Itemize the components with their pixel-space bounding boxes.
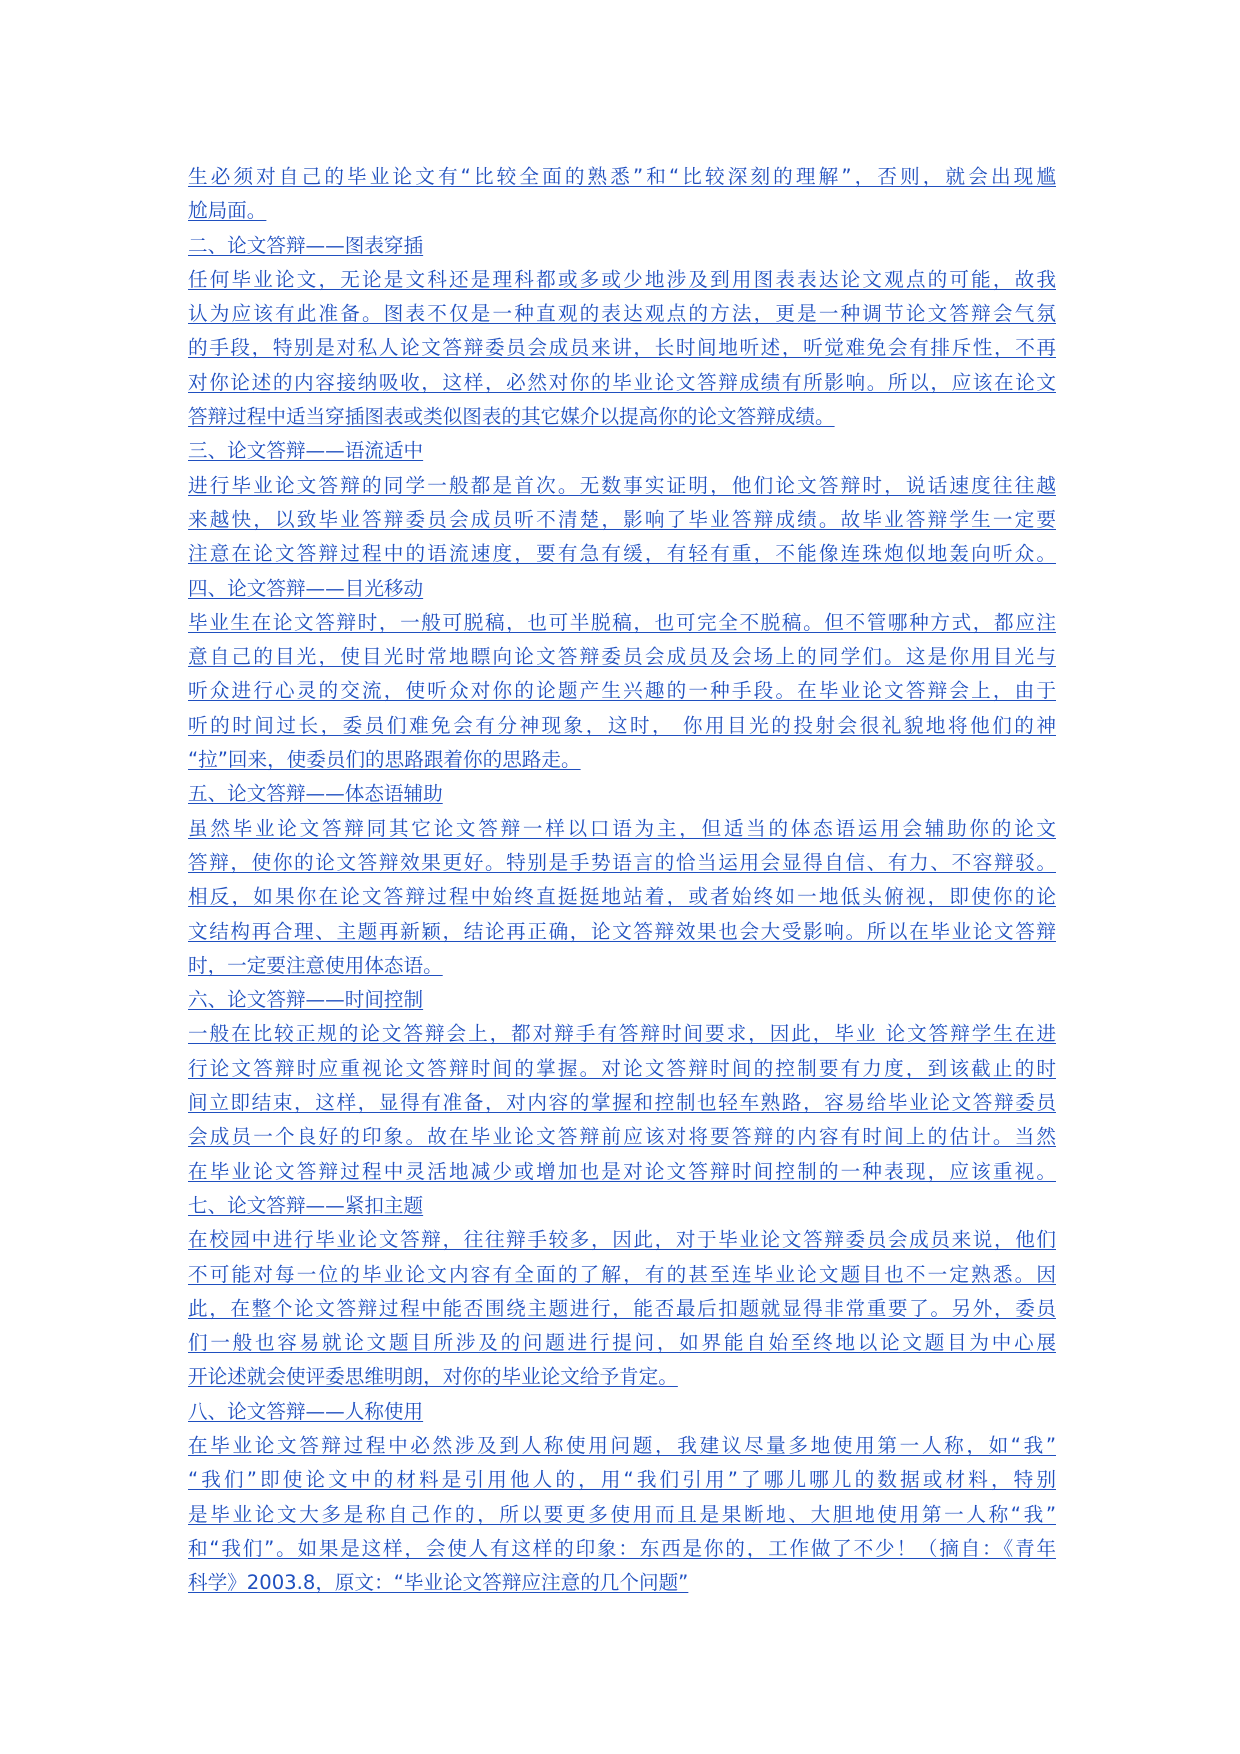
paragraph-line-text: 和“我们”。如果是这样，会使人有这样的印象：东西是你的，工作做了不少！（摘自：《青年 (188, 1536, 1056, 1560)
paragraph-line-text: 尬局面。 (188, 199, 267, 223)
section-heading-text: 五、论文答辩——体态语辅助 (188, 782, 443, 806)
section-heading-text: 三、论文答辩——语流适中 (188, 439, 424, 463)
paragraph-line-text: 生必须对自己的毕业论文有“比较全面的熟悉”和“比较深刻的理解”，否则，就会出现尴 (188, 165, 1056, 188)
paragraph-line-text: 来越快，以致毕业答辩委员会成员听不清楚，影响了毕业答辩成绩。故毕业答辩学生一定要 (188, 507, 1056, 531)
section-heading-link[interactable] (188, 777, 1056, 811)
paragraph-line-text: 在毕业论文答辩过程中灵活地减少或增加也是对论文答辩时间控制的一种表现，应该重视。 (188, 1159, 1056, 1183)
paragraph-line-text: 在校园中进行毕业论文答辩，往往辩手较多，因此，对于毕业论文答辩委员会成员来说，他们 (188, 1228, 1056, 1252)
paragraph-line-link[interactable] (188, 1052, 1056, 1086)
paragraph-line-link[interactable] (188, 606, 1056, 640)
paragraph-line-link[interactable] (188, 1017, 1056, 1051)
paragraph-line-text: 们一般也容易就论文题目所涉及的问题进行提问，如界能自始至终地以论文题目为中心展 (188, 1331, 1056, 1355)
paragraph-line-text: 开论述就会使评委思维明朗，对你的毕业论文给予肯定。 (188, 1365, 678, 1389)
paragraph-line-text: 任何毕业论文，无论是文科还是理科都或多或少地涉及到用图表表达论文观点的可能，故我 (188, 267, 1056, 291)
paragraph-line-text: 答辩，使你的论文答辩效果更好。特别是手势语言的恰当运用会显得自信、有力、不容辩驳。 (188, 850, 1056, 874)
paragraph-line-text: 答辩过程中适当穿插图表或类似图表的其它媒介以提高你的论文答辩成绩。 (188, 405, 835, 429)
paragraph-line-text: 听的时间过长，委员们难免会有分神现象，这时， 你用目光的投射会很礼貌地将他们的神 (188, 713, 1056, 737)
paragraph-line-link[interactable] (188, 400, 1056, 434)
paragraph-line-text: 听众进行心灵的交流，使听众对你的论题产生兴趣的一种手段。在毕业论文答辩会上，由于 (188, 679, 1056, 703)
paragraph-line-link[interactable] (188, 194, 1056, 228)
paragraph-line-link[interactable] (188, 1429, 1056, 1463)
paragraph-line-link[interactable] (188, 1360, 1056, 1394)
section-heading-link[interactable] (188, 983, 1056, 1017)
paragraph-line-text: 在毕业论文答辩过程中必然涉及到人称使用问题，我建议尽量多地使用第一人称，如“我” (188, 1433, 1056, 1457)
paragraph-line-text: 时，一定要注意使用体态语。 (188, 953, 443, 977)
section-heading-text: 六、论文答辩——时间控制 (188, 988, 424, 1012)
paragraph-line-link[interactable] (188, 915, 1056, 949)
paragraph-line-link[interactable] (188, 1532, 1056, 1566)
paragraph-line-text: 文结构再合理、主题再新颖，结论再正确，论文答辩效果也会大受影响。所以在毕业论文答辩 (188, 919, 1056, 943)
paragraph-line-text: 不可能对每一位的毕业论文内容有全面的了解，有的甚至连毕业论文题目也不一定熟悉。因 (188, 1262, 1056, 1286)
paragraph-line-link[interactable] (188, 503, 1056, 537)
section-heading-link[interactable] (188, 1189, 1056, 1223)
paragraph-line-link[interactable] (188, 366, 1056, 400)
paragraph-line-text: 是毕业论文大多是称自己作的，所以要更多使用而且是果断地、大胆地使用第一人称“我” (188, 1502, 1056, 1526)
section-heading-text: 八、论文答辩——人称使用 (188, 1399, 424, 1423)
section-heading-text: 七、论文答辩——紧扣主题 (188, 1193, 424, 1217)
section-heading-link[interactable] (188, 1395, 1056, 1429)
section-heading-link[interactable] (188, 434, 1056, 468)
section-heading-text: 四、论文答辩——目光移动 (188, 576, 424, 600)
paragraph-line-link[interactable] (188, 160, 1056, 194)
paragraph-line-text: 会成员一个良好的印象。故在毕业论文答辩前应该对将要答辩的内容有时间上的估计。当然 (188, 1125, 1056, 1149)
paragraph-line-link[interactable] (188, 709, 1056, 743)
paragraph-line-link[interactable] (188, 812, 1056, 846)
paragraph-line-text: 一般在比较正规的论文答辩会上，都对辩手有答辩时间要求，因此，毕业 论文答辩学生在进 (188, 1022, 1056, 1046)
paragraph-line-text: 相反，如果你在论文答辩过程中始终直挺挺地站着，或者始终如一地低头俯视，即使你的论 (188, 885, 1056, 909)
paragraph-line-link[interactable] (188, 743, 1056, 777)
paragraph-line-link[interactable] (188, 1258, 1056, 1292)
paragraph-line-text: 认为应该有此准备。图表不仅是一种直观的表达观点的方法，更是一种调节论文答辩会气氛 (188, 302, 1056, 326)
paragraph-line-link[interactable] (188, 640, 1056, 674)
paragraph-line-link[interactable] (188, 880, 1056, 914)
paragraph-line-link[interactable] (188, 1120, 1056, 1154)
paragraph-line-text: 科学》2003.8，原文：“毕业论文答辩应注意的几个问题” (188, 1571, 689, 1595)
paragraph-line-text: “我们”即使论文中的材料是引用他人的，用“我们引用”了哪儿哪儿的数据或材料，特别 (188, 1468, 1056, 1492)
paragraph-line-text: 注意在论文答辩过程中的语流速度，要有急有缓，有轻有重，不能像连珠炮似地轰向听众。 (188, 542, 1056, 566)
paragraph-line-text: 的手段，特别是对私人论文答辩委员会成员来讲，长时间地听述，听觉难免会有排斥性，不再 (188, 336, 1056, 360)
section-heading-link[interactable] (188, 572, 1056, 606)
paragraph-line-text: 意自己的目光，使目光时常地瞟向论文答辩委员会成员及会场上的同学们。这是你用目光与 (188, 645, 1056, 669)
paragraph-line-text: “拉”回来，使委员们的思路跟着你的思路走。 (188, 748, 581, 772)
paragraph-line-link[interactable] (188, 1223, 1056, 1257)
paragraph-line-text: 毕业生在论文答辩时，一般可脱稿，也可半脱稿，也可完全不脱稿。但不管哪种方式，都应注 (188, 610, 1056, 634)
document-page (188, 160, 1056, 1600)
paragraph-line-link[interactable] (188, 331, 1056, 365)
paragraph-line-text: 进行毕业论文答辩的同学一般都是首次。无数事实证明，他们论文答辩时，说话速度往往越 (188, 473, 1056, 497)
paragraph-line-link[interactable] (188, 1498, 1056, 1532)
paragraph-line-link[interactable] (188, 1463, 1056, 1497)
paragraph-line-link[interactable] (188, 263, 1056, 297)
paragraph-line-text: 虽然毕业论文答辩同其它论文答辩一样以口语为主，但适当的体态语运用会辅助你的论文 (188, 816, 1056, 840)
paragraph-line-link[interactable] (188, 537, 1056, 571)
paragraph-line-text: 行论文答辩时应重视论文答辩时间的掌握。对论文答辩时间的控制要有力度，到该截止的时 (188, 1056, 1056, 1080)
paragraph-line-link[interactable] (188, 949, 1056, 983)
paragraph-line-link[interactable] (188, 1155, 1056, 1189)
section-heading-text: 二、论文答辩——图表穿插 (188, 233, 424, 257)
section-heading-link[interactable] (188, 229, 1056, 263)
paragraph-line-link[interactable] (188, 1086, 1056, 1120)
paragraph-line-text: 间立即结束，这样，显得有准备，对内容的掌握和控制也轻车熟路，容易给毕业论文答辩委员 (188, 1091, 1056, 1115)
paragraph-line-link[interactable] (188, 1326, 1056, 1360)
paragraph-line-text: 对你论述的内容接纳吸收，这样，必然对你的毕业论文答辩成绩有所影响。所以，应该在论文 (188, 370, 1056, 394)
paragraph-line-link[interactable] (188, 297, 1056, 331)
paragraph-line-link[interactable] (188, 469, 1056, 503)
paragraph-line-link[interactable] (188, 1292, 1056, 1326)
paragraph-line-link[interactable] (188, 846, 1056, 880)
paragraph-line-text: 此，在整个论文答辩过程中能否围绕主题进行，能否最后扣题就显得非常重要了。另外，委员 (188, 1296, 1056, 1320)
paragraph-line-link[interactable] (188, 1566, 1056, 1600)
paragraph-line-link[interactable] (188, 674, 1056, 708)
